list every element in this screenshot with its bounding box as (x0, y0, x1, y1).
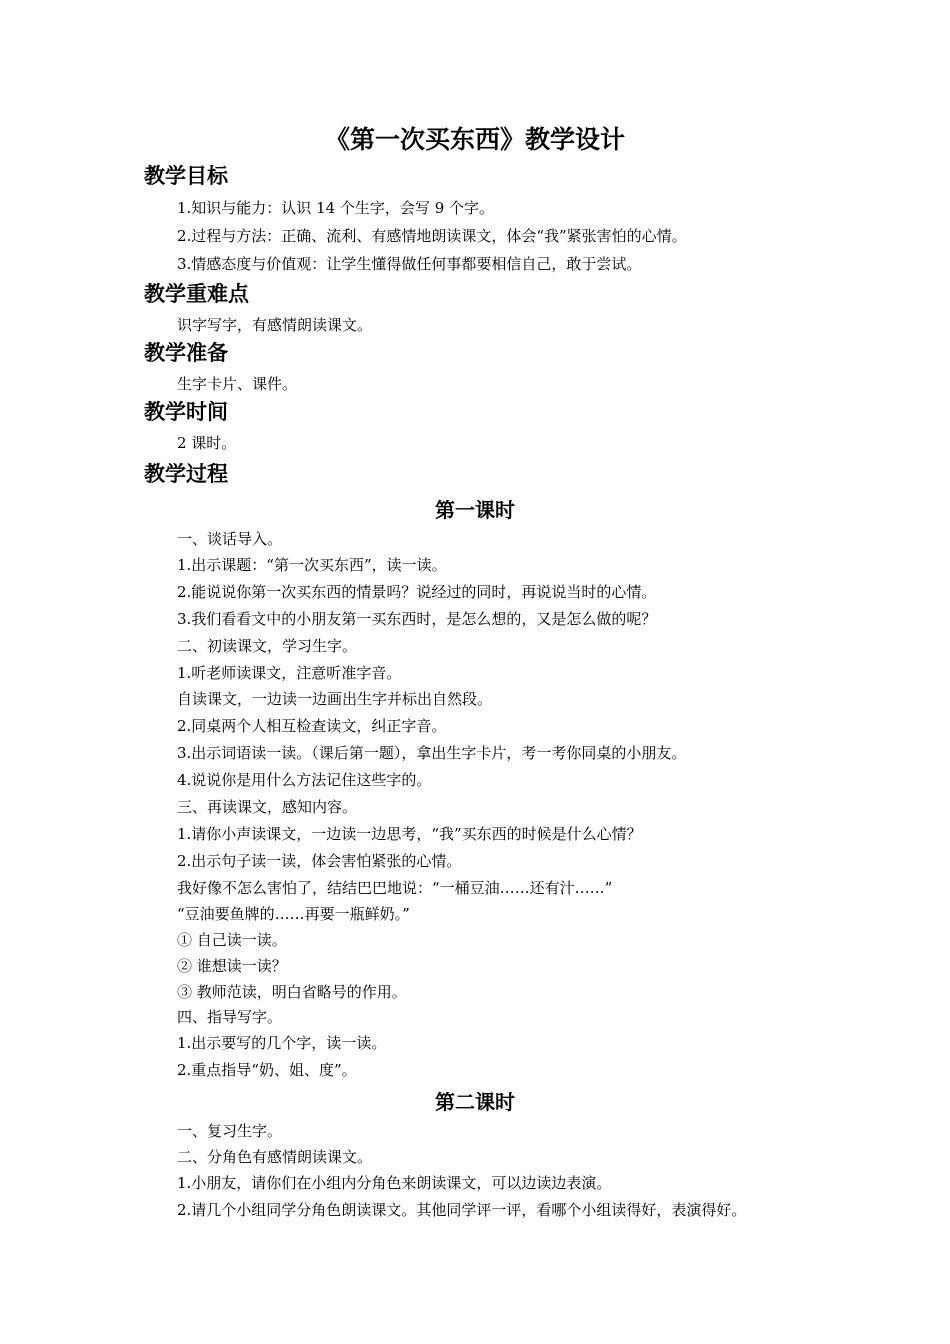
heading-preparation: 教学准备 (144, 341, 228, 365)
objective-item: 1.知识与能力：认识 14 个生字，会写 9 个字。 (177, 199, 495, 217)
objective-item: 2.过程与方法：正确、流利、有感情地朗读课文，体会“我”紧张害怕的心情。 (177, 227, 687, 245)
lesson-line: 2.同桌两个人相互检查读文，纠正字音。 (177, 717, 447, 735)
heading-process: 教学过程 (144, 462, 228, 486)
lesson-line: 1.请你小声读课文，一边读一边思考，“我”买东西的时候是什么心情？ (177, 825, 642, 843)
lesson-line: 一、复习生字。 (177, 1122, 283, 1140)
lesson-line: 2.请几个小组同学分角色朗读课文。其他同学评一评，看哪个小组读得好，表演得好。 (177, 1201, 747, 1219)
lesson2-title: 第二课时 (435, 1090, 515, 1114)
lesson-line: 1.听老师读课文，注意听准字音。 (177, 664, 402, 682)
lesson-line: 4.说说你是用什么方法记住这些字的。 (177, 771, 432, 789)
document-title: 《第一次买东西》教学设计 (324, 125, 625, 154)
lesson-line: 3.出示词语读一读。（课后第一题），拿出生字卡片，考一考你同桌的小朋友。 (177, 744, 687, 762)
lesson-line: 二、初读课文，学习生字。 (177, 637, 358, 655)
lesson-line: 1.小朋友，请你们在小组内分角色来朗读课文，可以边读边表演。 (177, 1174, 612, 1192)
heading-time: 教学时间 (144, 400, 228, 424)
preparation-text: 生字卡片、课件。 (177, 375, 298, 393)
lesson-line: 3.我们看看文中的小朋友第一买东西时，是怎么想的，又是怎么做的呢？ (177, 610, 657, 628)
lesson-line: 自读课文，一边读一边画出生字并标出自然段。 (177, 690, 493, 708)
objective-item: 3.情感态度与价值观：让学生懂得做任何事都要相信自己，敢于尝试。 (177, 255, 642, 273)
lesson-line: 1.出示课题：“第一次买东西”，读一读。 (177, 556, 447, 574)
lesson-line: 2.重点指导“奶、姐、度”。 (177, 1061, 357, 1079)
heading-key-points: 教学重难点 (144, 282, 249, 306)
lesson1-title: 第一课时 (435, 498, 515, 522)
lesson-line: 三、再读课文，感知内容。 (177, 798, 358, 816)
lesson-line: “豆油要鱼牌的……再要一瓶鲜奶。” (177, 905, 410, 923)
lesson-line: 二、分角色有感情朗读课文。 (177, 1148, 373, 1166)
lesson-line: ② 谁想读一读？ (177, 957, 287, 975)
lesson-line: 一、谈话导入。 (177, 530, 283, 548)
lesson-line: ③ 教师范读，明白省略号的作用。 (177, 983, 407, 1001)
lesson-line: 1.出示要写的几个字，读一读。 (177, 1034, 387, 1052)
key-points-text: 识字写字，有感情朗读课文。 (177, 316, 373, 334)
lesson-line: 2.能说说你第一次买东西的情景吗？说经过的同时，再说说当时的心情。 (177, 583, 657, 601)
time-text: 2 课时。 (177, 434, 237, 452)
lesson-line: ① 自己读一读。 (177, 931, 287, 949)
heading-objectives: 教学目标 (144, 164, 228, 188)
lesson-line: 四、指导写字。 (177, 1008, 283, 1026)
lesson-line: 2.出示句子读一读，体会害怕紧张的心情。 (177, 852, 462, 870)
lesson-line: 我好像不怎么害怕了，结结巴巴地说：“一桶豆油……还有汁……” (177, 879, 613, 897)
